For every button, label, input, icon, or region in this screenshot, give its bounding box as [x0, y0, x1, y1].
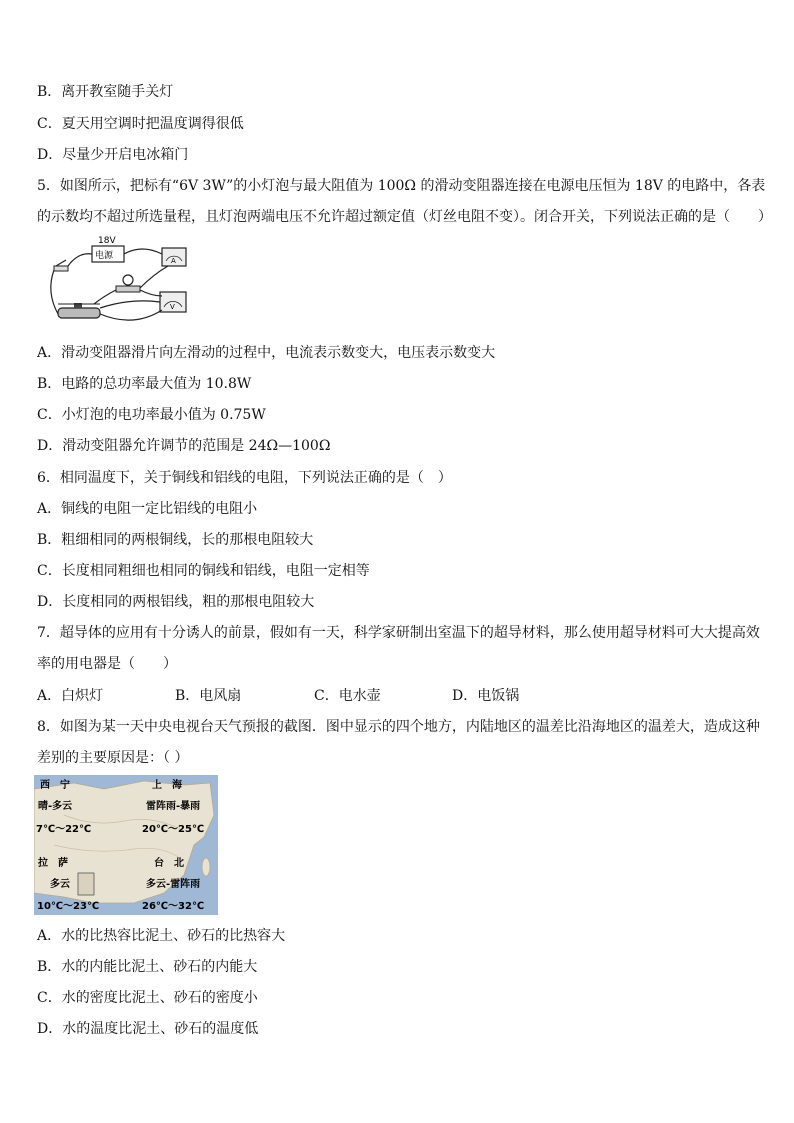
- taibei-temp: 26℃～32℃: [142, 901, 205, 912]
- shanghai-weather: 雷阵雨-暴雨: [146, 801, 201, 812]
- q5-stem-line2: 的示数均不超过所选量程，且灯泡两端电压不允许超过额定值（灯丝电阻不变）。闭合开关，下列说法正确的是（ ）: [37, 209, 772, 225]
- q8-option-a: A．水的比热容比泥土、砂石的比热容大: [37, 928, 286, 944]
- q6-option-a: A．铜线的电阻一定比铝线的电阻小: [37, 501, 258, 517]
- q8-stem-line1: 8．如图为某一天中央电视台天气预报的截图．图中显示的四个地方，内陆地区的温差比沿海地区的温差大，造成这种: [37, 719, 760, 735]
- ammeter-label: A: [171, 257, 176, 265]
- lamp: [123, 275, 133, 285]
- switch: [54, 266, 68, 271]
- voltage-label: 18V: [98, 236, 116, 246]
- q4-option-d: D．尽量少开启电冰箱门: [37, 147, 189, 163]
- q7-stem-line1: 7．超导体的应用有十分诱人的前景，假如有一天，科学家研制出室温下的超导材料，那么使用超导材料可大大提高效: [37, 625, 760, 641]
- q5-stem-line1: 5．如图所示，把标有“6V 3W”的小灯泡与最大阻值为 100Ω 的滑动变阻器连接在电源电压恒为 18V 的电路中，各表: [37, 178, 766, 194]
- q8-option-d: D．水的温度比泥土、砂石的温度低: [37, 1021, 259, 1037]
- q5-option-b: B．电路的总功率最大值为 10.8W: [37, 376, 252, 392]
- q6-option-c: C．长度相同粗细也相同的铜线和铝线，电阻一定相等: [37, 563, 370, 579]
- lasa-weather: 多云: [50, 879, 70, 890]
- shanghai-city: 上 海: [152, 780, 182, 791]
- rheostat: [58, 308, 100, 318]
- source-label: 电源: [95, 251, 114, 261]
- q6-option-b: B．粗细相同的两根铜线，长的那根电阻较大: [37, 532, 314, 548]
- q6-stem: 6．相同温度下，关于铜线和铝线的电阻，下列说法正确的是（ ）: [37, 470, 452, 486]
- lasa-temp: 10℃～23℃: [37, 901, 100, 912]
- q8-stem-line2: 差别的主要原因是：（ ）: [37, 750, 189, 766]
- q7-option-b: B．电风扇: [175, 688, 242, 704]
- taibei-weather: 多云-雷阵雨: [146, 879, 201, 890]
- voltmeter-label: V: [170, 303, 175, 311]
- xining-temp: 7℃～22℃: [36, 824, 92, 835]
- q8-option-c: C．水的密度比泥土、砂石的密度小: [37, 990, 258, 1006]
- q8-option-b: B．水的内能比泥土、砂石的内能大: [37, 959, 258, 975]
- q7-option-a: A．白炽灯: [37, 688, 104, 704]
- taiwan-island: [202, 858, 210, 876]
- shanghai-temp: 20℃～25℃: [142, 824, 205, 835]
- inset-box: [78, 873, 94, 895]
- q7-stem-line2: 率的用电器是（ ）: [37, 656, 177, 672]
- q5-option-c: C．小灯泡的电功率最小值为 0.75W: [37, 407, 266, 423]
- q4-option-c: C．夏天用空调时把温度调得很低: [37, 116, 244, 132]
- xining-weather: 晴-多云: [38, 801, 73, 812]
- q6-option-d: D．长度相同的两根铝线，粗的那根电阻较大: [37, 594, 315, 610]
- q7-option-c: C．电水壶: [314, 688, 381, 704]
- weather-map-figure: [34, 775, 218, 915]
- lasa-city: 拉 萨: [38, 858, 68, 869]
- q7-option-d: D．电饭锅: [452, 688, 520, 704]
- q4-option-b: B．离开教室随手关灯: [37, 84, 174, 100]
- circuit-figure: [44, 232, 194, 334]
- taibei-city: 台 北: [154, 858, 184, 869]
- q5-option-a: A．滑动变阻器滑片向左滑动的过程中，电流表示数变大，电压表示数变大: [37, 345, 496, 361]
- xining-city: 西 宁: [40, 780, 70, 791]
- q5-option-d: D．滑动变阻器允许调节的范围是 24Ω—100Ω: [37, 438, 331, 454]
